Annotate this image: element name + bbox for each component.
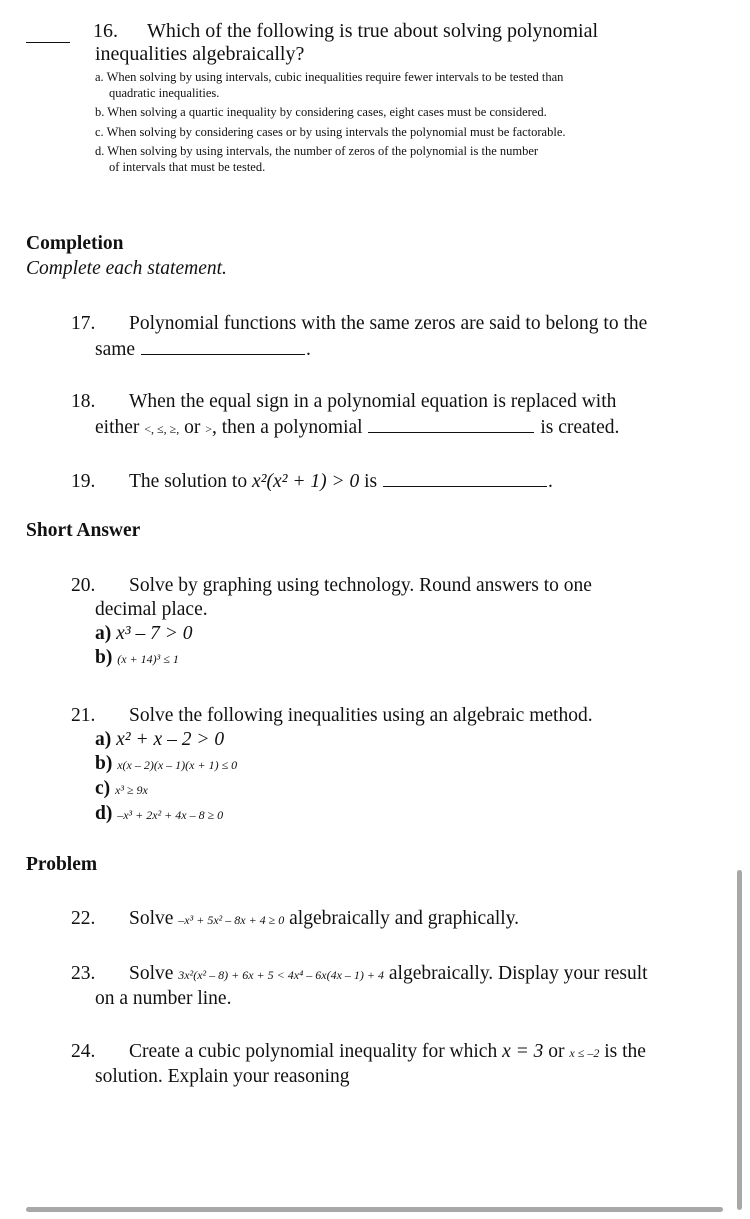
option-a-cont: quadratic inequalities. (109, 85, 220, 100)
option-d: d. When solving by using intervals, the number of zeros of the polynomial is the number (95, 144, 539, 158)
option-d-cont: of intervals that must be tested. (109, 159, 266, 174)
or-word: or (184, 417, 201, 438)
question-21 (71, 704, 593, 827)
section-heading-completion: Completion (26, 233, 124, 254)
question-text-end: on a number line. (95, 988, 232, 1009)
math-expression: x(x – 2)(x – 1)(x + 1) ≤ 0 (117, 758, 238, 772)
inequality-symbols: <, ≤, ≥, (144, 422, 180, 436)
question-number: 21. (71, 705, 96, 726)
question-text-end: is created. (540, 417, 620, 438)
math-expression: x ≤ –2 (569, 1046, 600, 1060)
question-number: 19. (71, 471, 96, 492)
math-expression: (x + 14)³ ≤ 1 (117, 652, 179, 666)
question-16 (93, 20, 598, 66)
question-text: Solve by graphing using technology. Round answers to one (129, 575, 592, 596)
math-expression: x³ ≥ 9x (115, 783, 148, 797)
math-expression: x²(x² + 1) > 0 (251, 471, 360, 492)
part-label: b) (95, 753, 113, 774)
vertical-scrollbar[interactable] (737, 870, 742, 1210)
question-18 (71, 390, 619, 441)
question-number: 18. (71, 391, 96, 412)
question-text: Solve (129, 908, 174, 929)
math-expression: 3x²(x² – 8) + 6x + 5 < 4x⁴ – 6x(4x – 1) + 4 (178, 968, 384, 982)
question-24 (71, 1040, 646, 1089)
part-label: c) (95, 778, 111, 799)
section-heading-problem: Problem (26, 854, 98, 875)
part-label: a) (95, 623, 112, 644)
question-number: 16. (93, 20, 118, 42)
part-label: d) (95, 803, 113, 824)
answer-blank-19[interactable] (383, 468, 547, 487)
question-text-cont: decimal place. (95, 599, 208, 620)
question-text-cont: same (95, 339, 136, 360)
question-number: 17. (71, 313, 96, 334)
options-16 (95, 70, 566, 175)
section-instruction: Complete each statement. (26, 258, 227, 279)
question-text-cont: algebraically. Display your result (388, 963, 648, 984)
question-number: 24. (71, 1041, 96, 1062)
question-23 (71, 962, 648, 1011)
math-expression: –x³ + 2x² + 4x – 8 ≥ 0 (117, 808, 224, 822)
question-text-cont: either (95, 417, 140, 438)
math-expression: x² + x – 2 > 0 (116, 729, 225, 750)
math-expression: x³ – 7 > 0 (116, 623, 193, 644)
math-expression: x = 3 (502, 1041, 544, 1062)
question-text-cont: is the (604, 1041, 646, 1062)
section-heading-short-answer: Short Answer (26, 520, 141, 541)
option-a: a. When solving by using intervals, cubic inequalities require fewer intervals to be tested than (95, 70, 564, 84)
answer-blank-16[interactable] (26, 24, 70, 43)
question-text: Which of the following is true about solving polynomial (147, 20, 599, 42)
question-number: 20. (71, 575, 96, 596)
or-word: or (548, 1041, 565, 1062)
question-number: 23. (71, 963, 96, 984)
part-label: b) (95, 647, 113, 668)
horizontal-scrollbar[interactable] (26, 1207, 723, 1212)
question-22 (71, 907, 519, 932)
answer-blank-17[interactable] (141, 336, 305, 355)
question-text: Polynomial functions with the same zeros are said to belong to the (129, 313, 648, 334)
question-text: Create a cubic polynomial inequality for which (129, 1041, 498, 1062)
period: . (305, 339, 311, 360)
question-17 (71, 312, 647, 362)
question-text: The solution to (129, 471, 248, 492)
option-c: c. When solving by considering cases or by using intervals the polynomial must be factorable. (95, 124, 566, 139)
question-20 (71, 574, 592, 671)
question-text-end: solution. Explain your reasoning (95, 1066, 350, 1087)
question-text: Solve (129, 963, 174, 984)
question-19 (71, 468, 553, 494)
part-label: a) (95, 729, 112, 750)
question-text-cont2: , then a polynomial (212, 417, 363, 438)
answer-blank-18[interactable] (368, 414, 534, 433)
greater-than-symbol: > (205, 422, 212, 436)
question-number: 22. (71, 908, 96, 929)
period: . (548, 471, 553, 492)
question-text: Solve the following inequalities using an algebraic method. (129, 705, 593, 726)
math-expression: –x³ + 5x² – 8x + 4 ≥ 0 (178, 913, 285, 927)
option-b: b. When solving a quartic inequality by considering cases, eight cases must be considered. (95, 105, 547, 119)
question-text-end: algebraically and graphically. (289, 908, 520, 929)
question-text: When the equal sign in a polynomial equation is replaced with (129, 391, 617, 412)
question-text-cont: inequalities algebraically? (95, 43, 305, 65)
is-word: is (364, 471, 378, 492)
